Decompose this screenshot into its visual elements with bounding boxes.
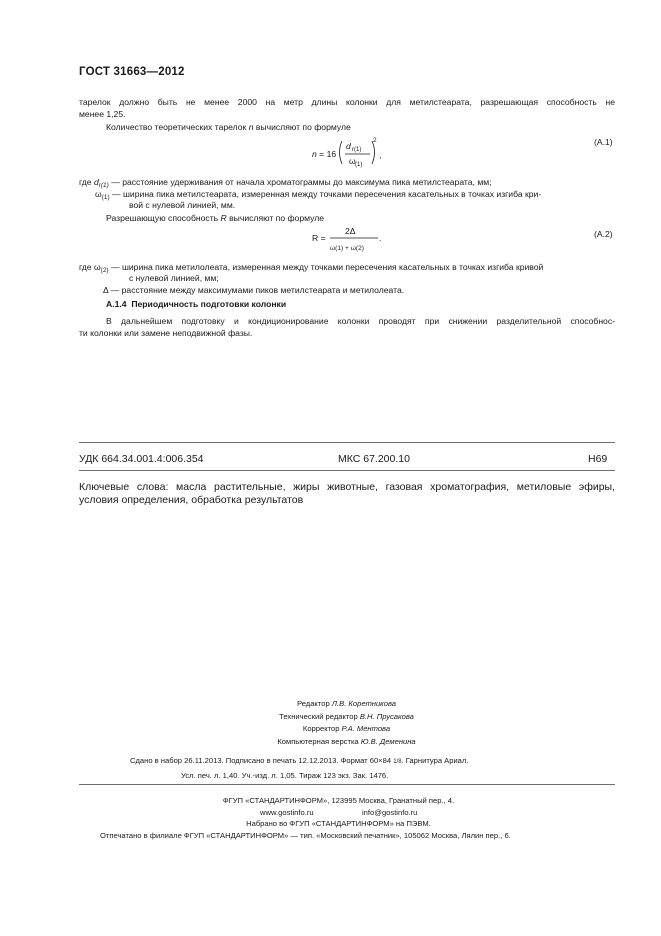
- body-line: В дальнейшем подготовку и кондиционирование колонки проводят при снижении разделительной способнос-: [106, 316, 615, 326]
- credit-line: Компьютерная верстка Ю.В. Деменина: [277, 736, 416, 746]
- formula-lhs: R =: [312, 233, 326, 243]
- credit-line: Технический редактор В.Н. Прусакова: [279, 711, 414, 721]
- where-clause-cont: с нулевой линией, мм;: [129, 273, 219, 283]
- formula-intro: Разрешающую способность R вычисляют по формуле: [106, 213, 325, 223]
- printed-at-info: Отпечатано в филиале ФГУП «СТАНДАРТИНФОРМ» — тип. «Московский печатник», 105062 Москва, Лялин пер., 6.: [100, 831, 511, 840]
- svg-text:n = 16: n = 16: [312, 149, 337, 159]
- formula-label: (А.1): [594, 137, 613, 147]
- typeset-info: Набрано во ФГУП «СТАНДАРТИНФОРМ» на ПЭВМ.: [246, 819, 431, 828]
- where-clause: где $\omega_{(2)}$ — ширина пика метилолеата, измеренная между точками пересечения касательных в точках изгиба кривой: [79, 262, 544, 274]
- keywords-line: условия определения, обработка результатов: [79, 494, 304, 506]
- udk-code: УДК 664.34.001.4:006.354: [79, 453, 204, 465]
- body-line: тарелок должно быть не менее 2000 на метр длины колонки для метилстеарата, разрешающая способность не: [79, 97, 615, 107]
- where-clause-cont: вой с нулевой линией, мм.: [129, 200, 236, 210]
- section-heading: А.1.4 Периодичность подготовки колонки: [106, 299, 287, 309]
- body-line: менее 1,25.: [79, 109, 126, 119]
- print-info-line: Усл. печ. л. 1,40. Уч.-изд. л. 1,05. Тираж 123 экз. Зак. 1476.: [181, 771, 389, 780]
- formula-tail: ,: [379, 150, 382, 160]
- divider: [79, 442, 615, 443]
- print-info-line: Сдано в набор 26.11.2013. Подписано в печать 12.12.2013. Формат 60×84 1/8. Гарнитура Ариал.: [130, 756, 469, 765]
- page-header-title: ГОСТ 31663—2012: [79, 66, 185, 78]
- where-clause: где $d_{r(1)}$ — расстояние удерживания от начала хроматограммы до максимума пика метилстеарата, мм;: [79, 177, 492, 189]
- where-clause: Δ — расстояние между максимумами пиков метилстеарата и метилолеата.: [103, 285, 405, 295]
- formula-label: (А.2): [594, 229, 613, 239]
- credits: [0, 698, 661, 748]
- publisher-website[interactable]: www.gostinfo.ru: [260, 808, 314, 817]
- keywords-line: Ключевые слова: масла растительные, жиры животные, газовая хроматография, метиловые эфиры,: [79, 481, 615, 493]
- formula-a1: [300, 134, 400, 172]
- divider: [79, 784, 615, 785]
- format-fraction: 1/8: [393, 759, 402, 765]
- formula-numerator-sub: r(1): [352, 147, 362, 153]
- publisher-email[interactable]: info@gostinfo.ru: [362, 808, 418, 817]
- formula-power: 2: [373, 137, 377, 144]
- formula-denominator: ω(1) + ω(2): [330, 245, 364, 252]
- publisher-address: ФГУП «СТАНДАРТИНФОРМ», 123995 Москва, Гранатный пер., 4.: [222, 796, 455, 805]
- mks-code: МКС 67.200.10: [338, 453, 410, 465]
- formula-denominator-sub: (1): [355, 162, 363, 168]
- formula-var: n: [312, 149, 317, 159]
- where-clause: $\omega_{(1)}$ — ширина пика метилстеарата, измеренная между точками пересечения касательных в точках изгиба кри-: [95, 189, 542, 201]
- formula-intro: Количество теоретических тарелок n вычисляют по формуле: [106, 122, 351, 132]
- body-line: ти колонки или замене неподвижной фазы.: [79, 328, 253, 338]
- formula-numerator: 2Δ: [345, 226, 356, 236]
- formula-denominator: ω: [349, 156, 356, 166]
- formula-a2: [300, 224, 400, 256]
- divider: [79, 470, 615, 471]
- formula-tail: .: [379, 233, 382, 243]
- credit-line: Корректор Р.А. Ментова: [302, 724, 391, 733]
- okstu-code: Н69: [588, 453, 608, 465]
- formula-numerator: d: [346, 141, 351, 151]
- credit-line: Редактор Л.В. Коретникова: [296, 699, 397, 708]
